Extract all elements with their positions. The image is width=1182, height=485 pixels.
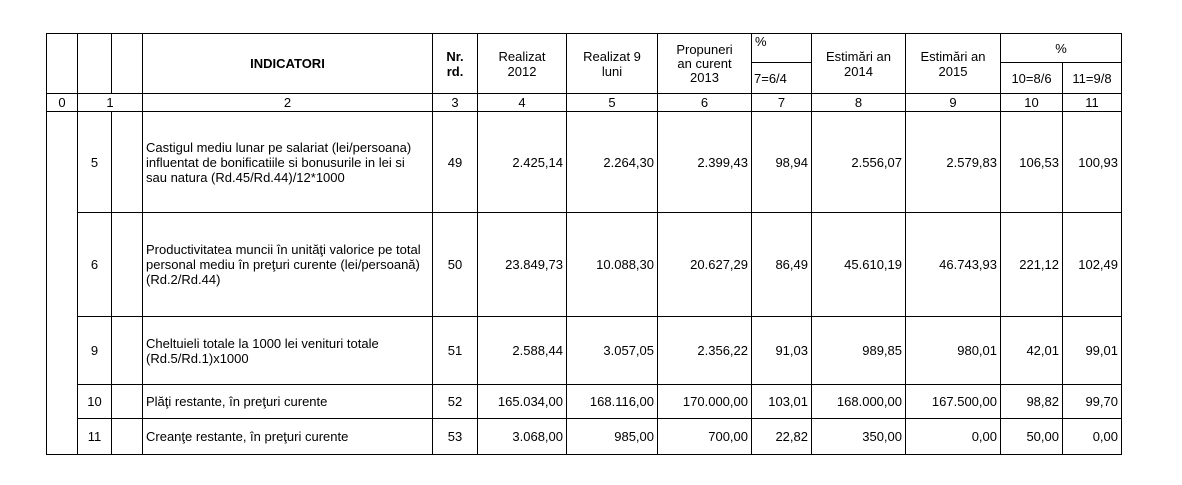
row-blank <box>112 385 143 419</box>
row-blank <box>112 112 143 213</box>
row-value: 10.088,30 <box>567 213 658 317</box>
row-value: 45.610,19 <box>812 213 906 317</box>
row-value: 700,00 <box>658 419 752 455</box>
row-value: 2.425,14 <box>478 112 567 213</box>
header-realizat-9-luni: Realizat 9 luni <box>567 34 658 94</box>
indicators-table <box>46 33 1122 455</box>
header-col1b <box>112 34 143 94</box>
index-cell: 7 <box>752 94 812 112</box>
row-value: 86,49 <box>752 213 812 317</box>
row-value: 99,01 <box>1063 317 1122 385</box>
row-value: 103,01 <box>752 385 812 419</box>
row-indicator-text: Castigul mediu lunar pe salariat (lei/persoana) influentat de bonificatiile si bonusurile in lei si sau natura (Rd.45/Rd.44)/12*1000 <box>143 112 433 213</box>
row-value: 46.743,93 <box>906 213 1001 317</box>
row-value: 3.057,05 <box>567 317 658 385</box>
header-row-1 <box>47 34 1122 63</box>
row-value: 980,01 <box>906 317 1001 385</box>
table-row <box>47 213 1122 317</box>
table-row <box>47 112 1122 213</box>
index-cell: 10 <box>1001 94 1063 112</box>
index-cell: 11 <box>1063 94 1122 112</box>
index-cell: 5 <box>567 94 658 112</box>
header-nr-rd: Nr. rd. <box>433 34 478 94</box>
row-value: 100,93 <box>1063 112 1122 213</box>
header-pct2: % <box>1001 34 1122 63</box>
row-blank <box>112 317 143 385</box>
row-value: 2.399,43 <box>658 112 752 213</box>
row-value: 50,00 <box>1001 419 1063 455</box>
row-value: 0,00 <box>1063 419 1122 455</box>
row-index: 5 <box>78 112 112 213</box>
row-index: 6 <box>78 213 112 317</box>
row-value: 98,82 <box>1001 385 1063 419</box>
header-realizat-2012: Realizat 2012 <box>478 34 567 94</box>
row-index: 11 <box>78 419 112 455</box>
row-indicator-text: Creanţe restante, în preţuri curente <box>143 419 433 455</box>
row-col0 <box>47 112 78 455</box>
index-cell: 6 <box>658 94 752 112</box>
row-value: 170.000,00 <box>658 385 752 419</box>
table-row <box>47 385 1122 419</box>
index-cell: 0 <box>47 94 78 112</box>
index-cell: 3 <box>433 94 478 112</box>
row-value: 0,00 <box>906 419 1001 455</box>
row-value: 42,01 <box>1001 317 1063 385</box>
index-cell: 4 <box>478 94 567 112</box>
row-index: 10 <box>78 385 112 419</box>
row-value: 168.116,00 <box>567 385 658 419</box>
row-value: 98,94 <box>752 112 812 213</box>
table-row <box>47 419 1122 455</box>
table-row <box>47 317 1122 385</box>
header-col0 <box>47 34 78 94</box>
header-col1 <box>78 34 112 94</box>
row-value: 102,49 <box>1063 213 1122 317</box>
header-indicatori: INDICATORI <box>143 34 433 94</box>
row-value: 22,82 <box>752 419 812 455</box>
row-index: 9 <box>78 317 112 385</box>
row-value: 2.264,30 <box>567 112 658 213</box>
index-cell: 2 <box>143 94 433 112</box>
row-indicator-text: Productivitatea muncii în unităţi valorice pe total personal mediu în preţuri curente (lei/persoană) (Rd.2/Rd.44) <box>143 213 433 317</box>
row-value: 2.588,44 <box>478 317 567 385</box>
row-value: 985,00 <box>567 419 658 455</box>
row-value: 167.500,00 <box>906 385 1001 419</box>
header-pct2-a: 10=8/6 <box>1001 63 1063 94</box>
row-nr: 51 <box>433 317 478 385</box>
row-value: 350,00 <box>812 419 906 455</box>
header-pct-formula: 7=6/4 <box>752 63 812 94</box>
row-nr: 52 <box>433 385 478 419</box>
row-nr: 49 <box>433 112 478 213</box>
row-blank <box>112 213 143 317</box>
row-indicator-text: Cheltuieli totale la 1000 lei venituri totale (Rd.5/Rd.1)x1000 <box>143 317 433 385</box>
header-propuneri: Propuneri an curent 2013 <box>658 34 752 94</box>
row-value: 165.034,00 <box>478 385 567 419</box>
row-nr: 53 <box>433 419 478 455</box>
row-value: 2.579,83 <box>906 112 1001 213</box>
header-estimari-2014: Estimări an 2014 <box>812 34 906 94</box>
row-value: 2.556,07 <box>812 112 906 213</box>
header-estimari-2015: Estimări an 2015 <box>906 34 1001 94</box>
row-value: 99,70 <box>1063 385 1122 419</box>
index-cell: 8 <box>812 94 906 112</box>
row-nr: 50 <box>433 213 478 317</box>
row-value: 23.849,73 <box>478 213 567 317</box>
row-blank <box>112 419 143 455</box>
index-row <box>47 94 1122 112</box>
row-value: 91,03 <box>752 317 812 385</box>
row-value: 989,85 <box>812 317 906 385</box>
index-cell: 9 <box>906 94 1001 112</box>
row-value: 221,12 <box>1001 213 1063 317</box>
header-pct: % <box>752 34 812 63</box>
row-value: 2.356,22 <box>658 317 752 385</box>
row-indicator-text: Plăţi restante, în preţuri curente <box>143 385 433 419</box>
row-value: 3.068,00 <box>478 419 567 455</box>
row-value: 20.627,29 <box>658 213 752 317</box>
index-cell: 1 <box>78 94 143 112</box>
row-value: 168.000,00 <box>812 385 906 419</box>
header-pct2-b: 11=9/8 <box>1063 63 1122 94</box>
row-value: 106,53 <box>1001 112 1063 213</box>
